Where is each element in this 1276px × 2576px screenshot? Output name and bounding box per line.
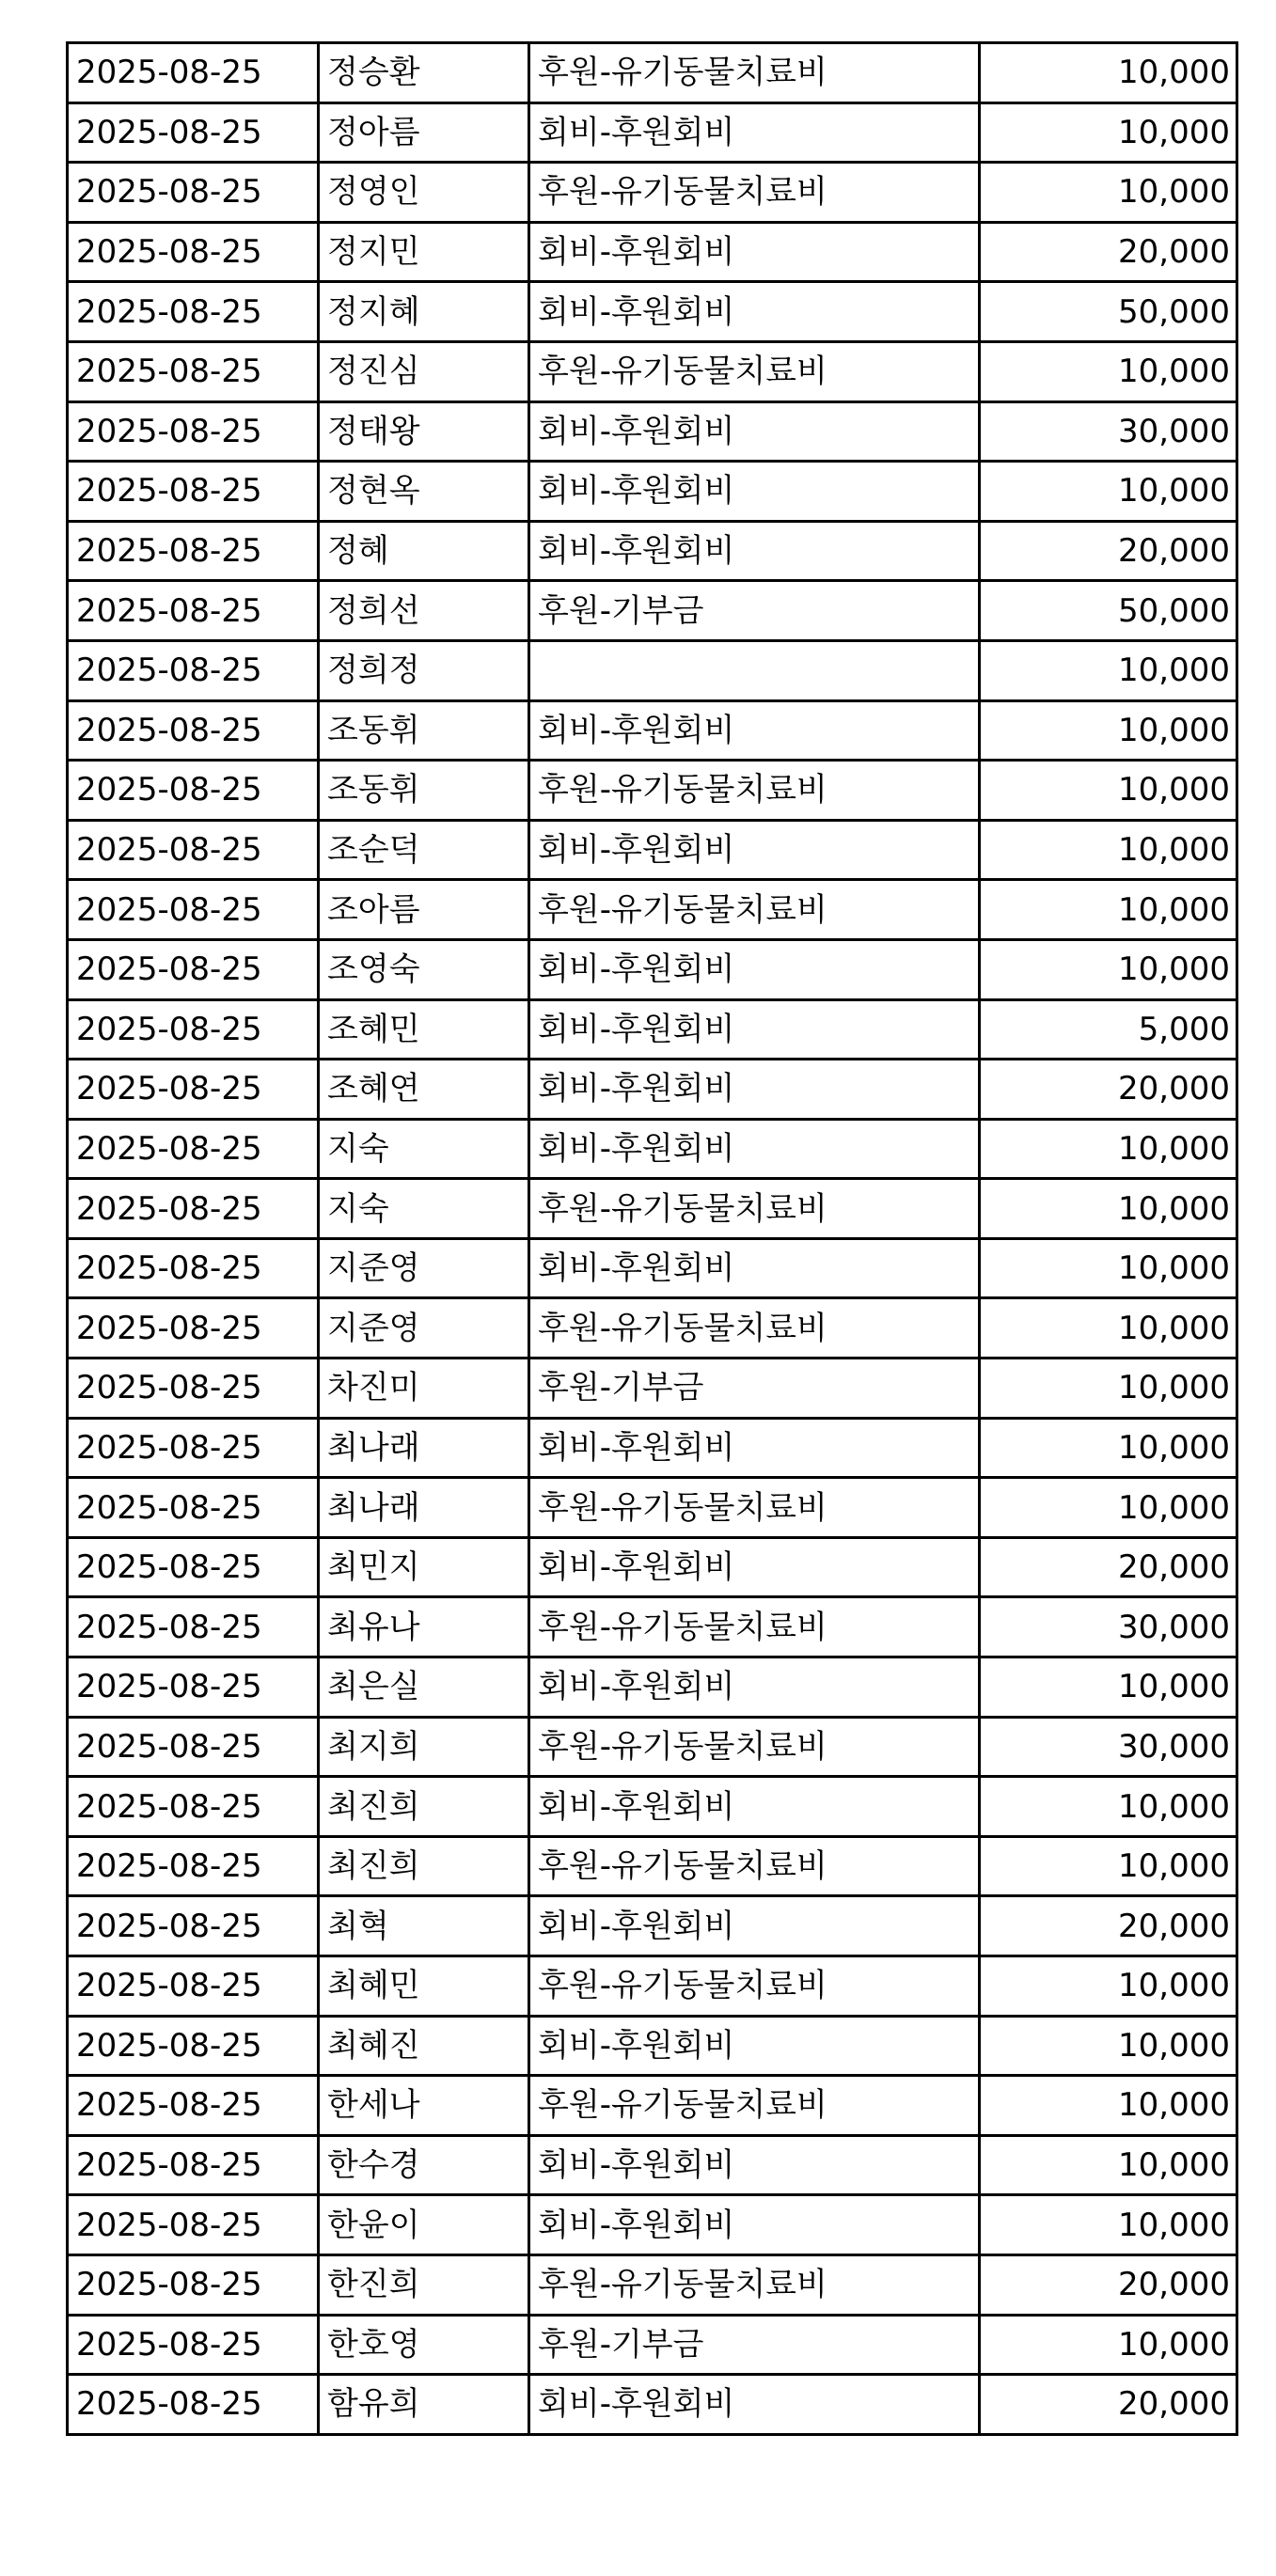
amount-cell: 10,000 [980, 1298, 1237, 1359]
date-cell: 2025-08-25 [68, 1597, 319, 1657]
date-cell: 2025-08-25 [68, 222, 319, 282]
date-cell: 2025-08-25 [68, 1478, 319, 1538]
table-row [68, 1717, 1237, 1777]
date-cell: 2025-08-25 [68, 2195, 319, 2255]
name-cell: 최진희 [319, 1777, 529, 1837]
date-cell: 2025-08-25 [68, 1777, 319, 1837]
name-cell: 정지민 [319, 222, 529, 282]
table-row [68, 462, 1237, 522]
category-cell: 회비-후원회비 [529, 1777, 980, 1837]
amount-cell: 20,000 [980, 222, 1237, 282]
name-cell: 정승환 [319, 43, 529, 103]
amount-cell: 10,000 [980, 939, 1237, 999]
amount-cell: 10,000 [980, 341, 1237, 401]
amount-cell: 10,000 [980, 2076, 1237, 2136]
table-row [68, 2195, 1237, 2255]
name-cell: 최혜민 [319, 1956, 529, 2017]
table-row [68, 163, 1237, 223]
table-row [68, 2315, 1237, 2375]
amount-cell: 10,000 [980, 1777, 1237, 1837]
name-cell: 최나래 [319, 1418, 529, 1478]
amount-cell: 10,000 [980, 1657, 1237, 1718]
table-row [68, 1956, 1237, 2017]
name-cell: 정희선 [319, 581, 529, 641]
table-row [68, 1418, 1237, 1478]
date-cell: 2025-08-25 [68, 2254, 319, 2315]
date-cell: 2025-08-25 [68, 1179, 319, 1239]
amount-cell: 10,000 [980, 2315, 1237, 2375]
name-cell: 최지희 [319, 1717, 529, 1777]
table-row [68, 1359, 1237, 1419]
date-cell: 2025-08-25 [68, 462, 319, 522]
name-cell: 최은실 [319, 1657, 529, 1718]
date-cell: 2025-08-25 [68, 1238, 319, 1298]
table-row [68, 1238, 1237, 1298]
amount-cell: 30,000 [980, 1597, 1237, 1657]
date-cell: 2025-08-25 [68, 999, 319, 1060]
amount-cell: 10,000 [980, 1478, 1237, 1538]
date-cell: 2025-08-25 [68, 341, 319, 401]
table-row [68, 761, 1237, 821]
date-cell: 2025-08-25 [68, 880, 319, 940]
name-cell: 조아름 [319, 880, 529, 940]
table-row [68, 1836, 1237, 1896]
name-cell: 최혜진 [319, 2016, 529, 2076]
table-row [68, 640, 1237, 700]
date-cell: 2025-08-25 [68, 2135, 319, 2195]
amount-cell: 10,000 [980, 1836, 1237, 1896]
amount-cell: 10,000 [980, 640, 1237, 700]
category-cell: 회비-후원회비 [529, 2375, 980, 2435]
category-cell: 후원-유기동물치료비 [529, 1179, 980, 1239]
name-cell: 한세나 [319, 2076, 529, 2136]
category-cell: 후원-기부금 [529, 2315, 980, 2375]
date-cell: 2025-08-25 [68, 1359, 319, 1419]
date-cell: 2025-08-25 [68, 2016, 319, 2076]
amount-cell: 30,000 [980, 401, 1237, 462]
amount-cell: 10,000 [980, 1179, 1237, 1239]
date-cell: 2025-08-25 [68, 1537, 319, 1597]
name-cell: 지준영 [319, 1238, 529, 1298]
amount-cell: 10,000 [980, 2195, 1237, 2255]
category-cell: 회비-후원회비 [529, 1418, 980, 1478]
name-cell: 최혁 [319, 1896, 529, 1956]
category-cell: 회비-후원회비 [529, 2135, 980, 2195]
name-cell: 조혜연 [319, 1060, 529, 1120]
category-cell: 회비-후원회비 [529, 820, 980, 880]
table-row [68, 880, 1237, 940]
date-cell: 2025-08-25 [68, 640, 319, 700]
name-cell: 정희정 [319, 640, 529, 700]
table-row [68, 820, 1237, 880]
table-row [68, 1597, 1237, 1657]
table-row [68, 999, 1237, 1060]
date-cell: 2025-08-25 [68, 1298, 319, 1359]
date-cell: 2025-08-25 [68, 282, 319, 342]
name-cell: 정영인 [319, 163, 529, 223]
category-cell: 회비-후원회비 [529, 1060, 980, 1120]
category-cell: 회비-후원회비 [529, 102, 980, 163]
table-row [68, 1179, 1237, 1239]
name-cell: 한진희 [319, 2254, 529, 2315]
category-cell: 후원-유기동물치료비 [529, 1717, 980, 1777]
date-cell: 2025-08-25 [68, 700, 319, 761]
amount-cell: 10,000 [980, 462, 1237, 522]
table-row [68, 222, 1237, 282]
name-cell: 정진심 [319, 341, 529, 401]
amount-cell: 10,000 [980, 2016, 1237, 2076]
category-cell [529, 640, 980, 700]
category-cell: 후원-유기동물치료비 [529, 2254, 980, 2315]
date-cell: 2025-08-25 [68, 820, 319, 880]
category-cell: 후원-유기동물치료비 [529, 1478, 980, 1538]
name-cell: 최유나 [319, 1597, 529, 1657]
amount-cell: 10,000 [980, 43, 1237, 103]
date-cell: 2025-08-25 [68, 761, 319, 821]
table-row [68, 43, 1237, 103]
table-row [68, 2076, 1237, 2136]
table-row [68, 939, 1237, 999]
category-cell: 회비-후원회비 [529, 282, 980, 342]
name-cell: 조동휘 [319, 700, 529, 761]
amount-cell: 10,000 [980, 1956, 1237, 2017]
date-cell: 2025-08-25 [68, 163, 319, 223]
amount-cell: 10,000 [980, 820, 1237, 880]
amount-cell: 50,000 [980, 282, 1237, 342]
name-cell: 조순덕 [319, 820, 529, 880]
category-cell: 회비-후원회비 [529, 1119, 980, 1179]
amount-cell: 50,000 [980, 581, 1237, 641]
name-cell: 한수경 [319, 2135, 529, 2195]
table-row [68, 282, 1237, 342]
name-cell: 차진미 [319, 1359, 529, 1419]
category-cell: 후원-유기동물치료비 [529, 43, 980, 103]
category-cell: 회비-후원회비 [529, 999, 980, 1060]
table-row [68, 1298, 1237, 1359]
date-cell: 2025-08-25 [68, 2315, 319, 2375]
category-cell: 후원-유기동물치료비 [529, 761, 980, 821]
name-cell: 정혜 [319, 521, 529, 581]
table-row [68, 1119, 1237, 1179]
date-cell: 2025-08-25 [68, 1119, 319, 1179]
name-cell: 최진희 [319, 1836, 529, 1896]
date-cell: 2025-08-25 [68, 1896, 319, 1956]
name-cell: 지숙 [319, 1179, 529, 1239]
category-cell: 회비-후원회비 [529, 2016, 980, 2076]
category-cell: 회비-후원회비 [529, 521, 980, 581]
table-row [68, 700, 1237, 761]
category-cell: 회비-후원회비 [529, 1896, 980, 1956]
amount-cell: 10,000 [980, 1418, 1237, 1478]
category-cell: 후원-유기동물치료비 [529, 1298, 980, 1359]
name-cell: 조혜민 [319, 999, 529, 1060]
date-cell: 2025-08-25 [68, 1836, 319, 1896]
amount-cell: 20,000 [980, 1060, 1237, 1120]
table-row [68, 1060, 1237, 1120]
date-cell: 2025-08-25 [68, 2076, 319, 2136]
name-cell: 한호영 [319, 2315, 529, 2375]
category-cell: 회비-후원회비 [529, 401, 980, 462]
name-cell: 함유희 [319, 2375, 529, 2435]
date-cell: 2025-08-25 [68, 1717, 319, 1777]
name-cell: 최나래 [319, 1478, 529, 1538]
table-row [68, 521, 1237, 581]
table-row [68, 581, 1237, 641]
amount-cell: 10,000 [980, 102, 1237, 163]
amount-cell: 10,000 [980, 761, 1237, 821]
amount-cell: 10,000 [980, 1359, 1237, 1419]
category-cell: 회비-후원회비 [529, 700, 980, 761]
name-cell: 지숙 [319, 1119, 529, 1179]
category-cell: 회비-후원회비 [529, 1657, 980, 1718]
amount-cell: 10,000 [980, 700, 1237, 761]
amount-cell: 20,000 [980, 2254, 1237, 2315]
table-row [68, 1657, 1237, 1718]
category-cell: 회비-후원회비 [529, 1537, 980, 1597]
category-cell: 후원-유기동물치료비 [529, 1836, 980, 1896]
amount-cell: 20,000 [980, 1537, 1237, 1597]
table-row [68, 2016, 1237, 2076]
amount-cell: 10,000 [980, 163, 1237, 223]
date-cell: 2025-08-25 [68, 102, 319, 163]
date-cell: 2025-08-25 [68, 1418, 319, 1478]
name-cell: 한윤이 [319, 2195, 529, 2255]
date-cell: 2025-08-25 [68, 939, 319, 999]
amount-cell: 20,000 [980, 1896, 1237, 1956]
date-cell: 2025-08-25 [68, 401, 319, 462]
category-cell: 회비-후원회비 [529, 462, 980, 522]
date-cell: 2025-08-25 [68, 581, 319, 641]
name-cell: 정현옥 [319, 462, 529, 522]
category-cell: 후원-유기동물치료비 [529, 341, 980, 401]
amount-cell: 10,000 [980, 1238, 1237, 1298]
amount-cell: 10,000 [980, 2135, 1237, 2195]
amount-cell: 5,000 [980, 999, 1237, 1060]
name-cell: 조영숙 [319, 939, 529, 999]
category-cell: 후원-유기동물치료비 [529, 1956, 980, 2017]
category-cell: 후원-기부금 [529, 1359, 980, 1419]
ledger-body [68, 43, 1237, 2435]
name-cell: 정지혜 [319, 282, 529, 342]
name-cell: 정태왕 [319, 401, 529, 462]
table-row [68, 1478, 1237, 1538]
category-cell: 후원-유기동물치료비 [529, 2076, 980, 2136]
table-row [68, 1777, 1237, 1837]
category-cell: 후원-유기동물치료비 [529, 880, 980, 940]
amount-cell: 10,000 [980, 1119, 1237, 1179]
category-cell: 후원-기부금 [529, 581, 980, 641]
category-cell: 후원-유기동물치료비 [529, 1597, 980, 1657]
table-row [68, 2375, 1237, 2435]
date-cell: 2025-08-25 [68, 43, 319, 103]
date-cell: 2025-08-25 [68, 521, 319, 581]
name-cell: 정아름 [319, 102, 529, 163]
name-cell: 지준영 [319, 1298, 529, 1359]
table-row [68, 2254, 1237, 2315]
table-row [68, 401, 1237, 462]
category-cell: 회비-후원회비 [529, 939, 980, 999]
table-row [68, 1896, 1237, 1956]
name-cell: 최민지 [319, 1537, 529, 1597]
table-row [68, 2135, 1237, 2195]
date-cell: 2025-08-25 [68, 2375, 319, 2435]
category-cell: 회비-후원회비 [529, 1238, 980, 1298]
category-cell: 회비-후원회비 [529, 222, 980, 282]
name-cell: 조동휘 [319, 761, 529, 821]
amount-cell: 20,000 [980, 521, 1237, 581]
table-row [68, 102, 1237, 163]
amount-cell: 30,000 [980, 1717, 1237, 1777]
date-cell: 2025-08-25 [68, 1657, 319, 1718]
date-cell: 2025-08-25 [68, 1956, 319, 2017]
amount-cell: 10,000 [980, 880, 1237, 940]
date-cell: 2025-08-25 [68, 1060, 319, 1120]
category-cell: 회비-후원회비 [529, 2195, 980, 2255]
table-row [68, 341, 1237, 401]
amount-cell: 20,000 [980, 2375, 1237, 2435]
category-cell: 후원-유기동물치료비 [529, 163, 980, 223]
donation-ledger-table [66, 41, 1238, 2436]
table-row [68, 1537, 1237, 1597]
